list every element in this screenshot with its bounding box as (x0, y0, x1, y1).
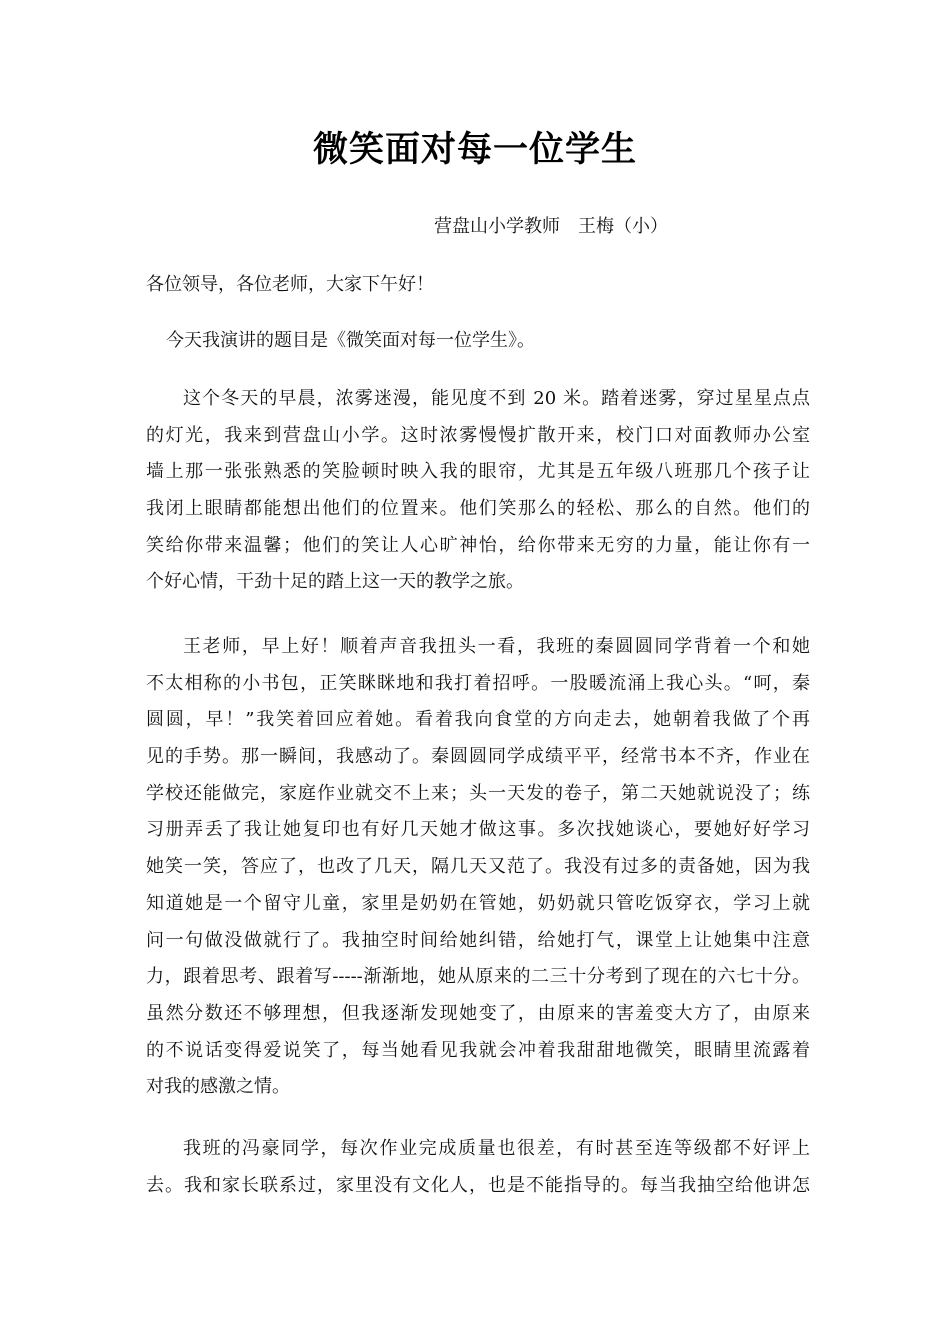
paragraph-line: 笑给你带来温馨；他们的笑让人心旷神怡，给你带来无穷的力量，能让你有一 (146, 534, 810, 556)
paragraph-line: 墙上那一张张熟悉的笑脸顿时映入我的眼帘，尤其是五年级八班那几个孩子让 (146, 461, 810, 483)
paragraph-line: 我班的冯豪同学，每次作业完成质量也很差，有时甚至连等级都不好评上 (183, 1138, 810, 1159)
paragraph-line: 问一句做没做就行了。我抽空时间给她纠错，给她打气，课堂上让她集中注意 (146, 929, 810, 951)
paragraph-line: 学校还能做完，家庭作业就交不上来；头一天发的卷子，第二天她就说没了；练 (146, 782, 810, 804)
paragraph-line: 这个冬天的早晨，浓雾迷漫，能见度不到 20 米。踏着迷雾，穿过星星点点 (183, 388, 810, 409)
document-title: 微笑面对每一位学生 (312, 129, 637, 170)
paragraph-line: 去。我和家长联系过，家里没有文化人，也是不能指导的。每当我抽空给他讲怎 (146, 1174, 810, 1196)
paragraph-line: 不太相称的小书包，正笑眯眯地和我打着招呼。一股暖流涌上我心头。“呵，秦 (146, 672, 810, 694)
paragraph-line: 她笑一笑，答应了，也改了几天，隔几天又范了。我没有过多的责备她，因为我 (146, 856, 810, 878)
paragraph-line: 见的手势。那一瞬间，我感动了。秦圆圆同学成绩平平，经常书本不齐，作业在 (146, 746, 810, 768)
paragraph-line: 知道她是一个留守儿童，家里是奶奶在管她，奶奶就只管吃饭穿衣，学习上就 (146, 892, 810, 914)
paragraph-1 (146, 381, 810, 601)
author-line: 营盘山小学教师 王梅（小） (434, 216, 668, 237)
paragraph-line: 力，跟着思考、跟着写-----渐渐地，她从原来的二三十分考到了现在的六七十分。 (146, 966, 810, 988)
paragraph-3 (146, 1131, 810, 1204)
greeting-line: 各位领导，各位老师，大家下午好！ (146, 274, 434, 295)
paragraph-line: 个好心情，干劲十足的踏上这一天的教学之旅。 (146, 571, 524, 593)
paragraph-line: 我闭上眼睛都能想出他们的位置来。他们笑那么的轻松、那么的自然。他们的 (146, 498, 810, 520)
paragraph-line: 对我的感激之情。 (146, 1076, 290, 1098)
paragraph-line: 的不说话变得爱说笑了，每当她看见我就会冲着我甜甜地微笑，眼睛里流露着 (146, 1039, 810, 1061)
paragraph-line: 习册弄丢了我让她复印也有好几天她才做这事。多次找她谈心，要她好好学习 (146, 819, 810, 841)
paragraph-line: 王老师，早上好！顺着声音我扭头一看，我班的秦圆圆同学背着一个和她 (183, 636, 810, 657)
paragraph-line: 虽然分数还不够理想，但我逐渐发现她变了，由原来的害羞变大方了，由原来 (146, 1002, 810, 1024)
intro-line: 今天我演讲的题目是《微笑面对每一位学生》。 (166, 330, 535, 351)
paragraph-2 (146, 629, 810, 1106)
paragraph-line: 的灯光，我来到营盘山小学。这时浓雾慢慢扩散开来，校门口对面教师办公室 (146, 424, 810, 446)
paragraph-line: 圆圆，早！”我笑着回应着她。看着我向食堂的方向走去，她朝着我做了个再 (146, 709, 810, 731)
